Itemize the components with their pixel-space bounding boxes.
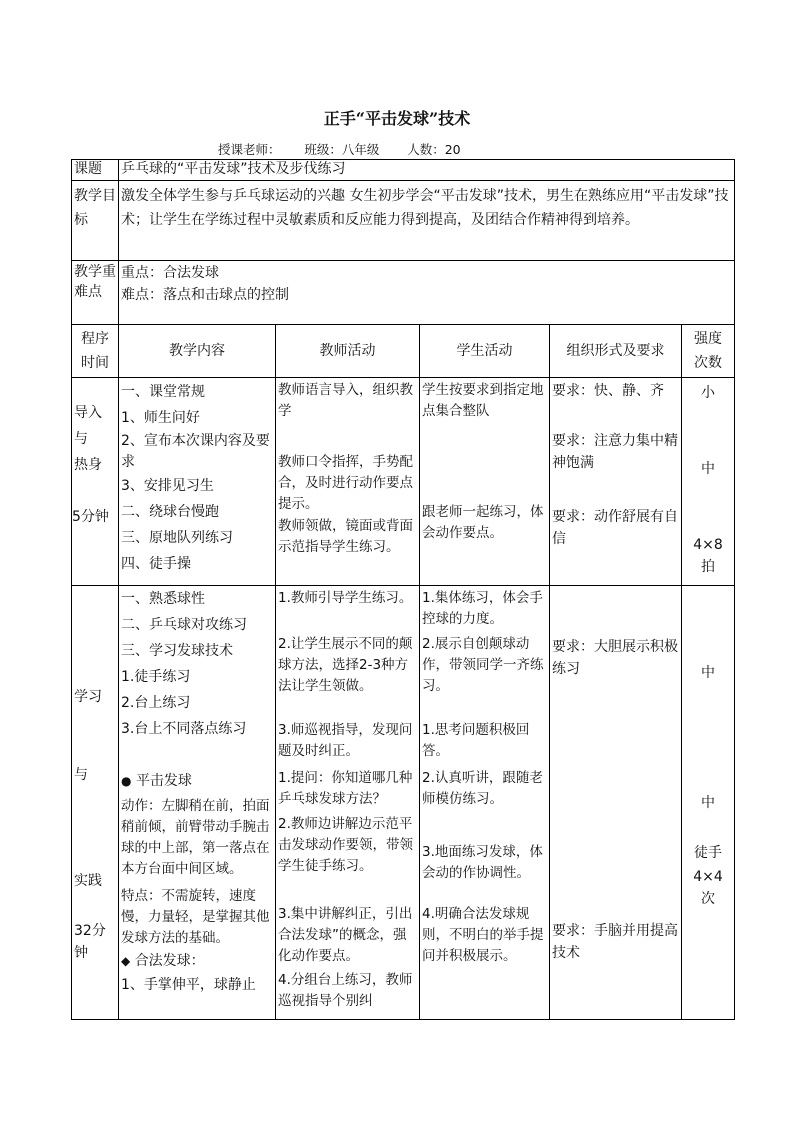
intensity-text: 中 bbox=[701, 665, 715, 681]
content-line: 1、手掌伸平，球静止 bbox=[121, 977, 256, 993]
student-activity: 4.明确合法发球规则，不明白的举手提问并积极展示。 bbox=[422, 906, 544, 964]
content-line: 三、学习发球技术 bbox=[121, 643, 233, 659]
warmup-time bbox=[72, 378, 119, 586]
topic-row bbox=[72, 160, 735, 181]
student-activity: 学生按要求到指定地点集合整队 bbox=[422, 382, 544, 419]
content-line: 2.台上练习 bbox=[121, 695, 191, 711]
header-time-line: 程序 bbox=[81, 331, 109, 347]
content-line: 一、熟悉球性 bbox=[121, 591, 205, 607]
intensity-text: 中 bbox=[701, 795, 715, 811]
org-requirement: 要求：手脑并用提高技术 bbox=[552, 923, 678, 961]
org-requirement: 要求：注意力集中精神饱满 bbox=[552, 433, 678, 471]
warmup-content bbox=[119, 378, 276, 586]
teacher-activity: 教师口令指挥，手势配合，及时进行动作要点提示。 bbox=[278, 454, 413, 512]
practice-row bbox=[72, 586, 735, 1020]
key-points-content bbox=[119, 261, 735, 325]
time-text: 钟 bbox=[74, 945, 88, 961]
topic-label: 课题 bbox=[72, 160, 119, 181]
bullet-line bbox=[121, 768, 273, 794]
difficult-point: 难点：落点和击球点的控制 bbox=[121, 287, 289, 303]
time-text: 热身 bbox=[74, 457, 102, 473]
content-line: 1、师生问好 bbox=[121, 410, 200, 426]
bullet-title: 平击发球 bbox=[135, 773, 192, 789]
objectives-label: 教学目标 bbox=[72, 181, 119, 261]
time-text: 学习 bbox=[74, 689, 102, 705]
content-line: 三、原地队列练习 bbox=[121, 530, 233, 546]
teacher-activity: 3.集中讲解纠正，引出合法发球”的概念，强化动作要点。 bbox=[278, 906, 413, 964]
diamond-bullet-icon: ◆ bbox=[121, 954, 131, 968]
teacher-activity: 2.让学生展示不同的颠球方法，选择2-3种方法让学生领做。 bbox=[278, 636, 413, 694]
content-line: 1.徒手练习 bbox=[121, 669, 191, 685]
warmup-teacher bbox=[276, 378, 420, 586]
intensity-text: 徒手 bbox=[694, 845, 722, 861]
student-activity: 2.认真听讲，跟随老师模仿练习。 bbox=[422, 770, 543, 807]
count-label: 人数： bbox=[407, 142, 445, 157]
time-text: 导入 bbox=[74, 405, 102, 421]
content-line: 四、徒手操 bbox=[121, 556, 191, 572]
page-title: 正手“平击发球”技术 bbox=[323, 109, 471, 128]
header-intensity bbox=[682, 325, 735, 378]
teacher-activity: 1.提问：你知道哪几种乒乓球发球方法？ bbox=[278, 770, 413, 807]
intensity-text: 小 bbox=[701, 385, 715, 401]
content-block bbox=[121, 586, 273, 742]
org-requirement: 要求：大胆展示积极练习 bbox=[552, 639, 678, 677]
content-line: 3.台上不同落点练习 bbox=[121, 721, 247, 737]
header-time bbox=[72, 325, 119, 378]
intensity-text: 中 bbox=[701, 461, 715, 477]
intensity-text: 拍 bbox=[701, 559, 715, 575]
teacher-activity: 2.教师边讲解边示范平击发球动作要领，带领学生徒手练习。 bbox=[278, 816, 413, 874]
org-requirement: 要求：动作舒展有自信 bbox=[552, 509, 678, 547]
class-label: 班级： bbox=[304, 142, 342, 157]
header-org: 组织形式及要求 bbox=[550, 325, 682, 378]
student-activity: 2.展示自创颠球动作，带领同学一齐练习。 bbox=[422, 636, 544, 694]
content-line: 一、课堂常规 bbox=[121, 384, 205, 400]
teacher-activity: 1.教师引导学生练习。 bbox=[278, 590, 413, 606]
content-line: 3、安排见习生 bbox=[121, 478, 214, 494]
header-intensity-line: 强度 bbox=[694, 331, 722, 347]
header-intensity-line: 次数 bbox=[694, 355, 722, 371]
header-time-line: 时间 bbox=[81, 355, 109, 371]
header-teacher: 教师活动 bbox=[276, 325, 420, 378]
org-requirement: 要求：快、静、齐 bbox=[552, 383, 664, 399]
content-line: 2、宣布本次课内容及要求 bbox=[121, 433, 270, 470]
key-point: 重点：合法发球 bbox=[121, 265, 219, 281]
key-points-label: 教学重难点 bbox=[72, 261, 119, 325]
lesson-plan-table bbox=[71, 324, 735, 1020]
practice-time bbox=[72, 586, 119, 1020]
lesson-info-table bbox=[71, 159, 735, 325]
objectives-content: 激发全体学生参与乒乓球运动的兴趣 女生初步学会“平击发球”技术，男生在熟练应用“平击发球”技术；让学生在学练过程中灵敏素质和反应能力得到提高，及团结合作精神得到培养。 bbox=[119, 181, 735, 261]
content-paragraph: 特点：不需旋转，速度慢，力量轻，是掌握其他发球方法的基础。 bbox=[121, 888, 270, 946]
student-activity: 1.思考问题积极回答。 bbox=[422, 722, 530, 759]
objectives-row bbox=[72, 181, 735, 261]
bullet-line bbox=[121, 948, 273, 974]
teacher-label: 授课老师： bbox=[218, 142, 281, 157]
count-value: 20 bbox=[444, 142, 461, 157]
time-text: 与 bbox=[74, 767, 88, 783]
practice-student bbox=[420, 586, 550, 1020]
teacher-activity: 教师语言导入，组织教学 bbox=[278, 382, 413, 419]
bullet-dot-icon: ● bbox=[121, 774, 132, 788]
practice-org bbox=[550, 586, 682, 1020]
warmup-row bbox=[72, 378, 735, 586]
header-content: 教学内容 bbox=[119, 325, 276, 378]
header-row bbox=[72, 325, 735, 378]
student-activity: 1.集体练习，体会手控球的力度。 bbox=[422, 590, 543, 627]
intensity-text: 次 bbox=[701, 891, 715, 907]
warmup-org bbox=[550, 378, 682, 586]
intensity-text: 4×8 bbox=[693, 537, 723, 553]
intensity-text: 4×4 bbox=[693, 869, 723, 885]
time-text: 实践 bbox=[74, 873, 102, 889]
time-text: 5分钟 bbox=[72, 509, 109, 525]
practice-intensity bbox=[682, 586, 735, 1020]
warmup-student bbox=[420, 378, 550, 586]
teacher-activity: 3.师巡视指导，发现问题及时纠正。 bbox=[278, 722, 413, 759]
content-paragraph: 动作：左脚稍在前，拍面稍前倾，前臂带动手腕击球的中上部，第一落点在本方台面中间区域。 bbox=[121, 798, 270, 877]
bullet-title: 合法发球： bbox=[134, 953, 205, 969]
student-activity: 3.地面练习发球，体会动的作协调性。 bbox=[422, 844, 543, 881]
practice-teacher bbox=[276, 586, 420, 1020]
practice-content bbox=[119, 586, 276, 1020]
teacher-activity: 教师领做，镜面或背面示范指导学生练习。 bbox=[278, 518, 413, 555]
header-student: 学生活动 bbox=[420, 325, 550, 378]
teacher-activity: 4.分组台上练习，教师巡视指导个别纠 bbox=[278, 972, 413, 1009]
student-activity: 跟老师一起练习，体会动作要点。 bbox=[422, 504, 544, 541]
content-line: 二、乒乓球对攻练习 bbox=[121, 617, 247, 633]
lesson-info-line bbox=[218, 140, 461, 158]
time-text: 与 bbox=[74, 431, 88, 447]
warmup-intensity bbox=[682, 378, 735, 586]
time-text: 32分 bbox=[74, 923, 106, 939]
class-value: 八年级 bbox=[341, 142, 380, 157]
topic-content: 乒乓球的“平击发球”技术及步伐练习 bbox=[119, 160, 735, 181]
content-line: 二、绕球台慢跑 bbox=[121, 504, 219, 520]
key-points-row bbox=[72, 261, 735, 325]
